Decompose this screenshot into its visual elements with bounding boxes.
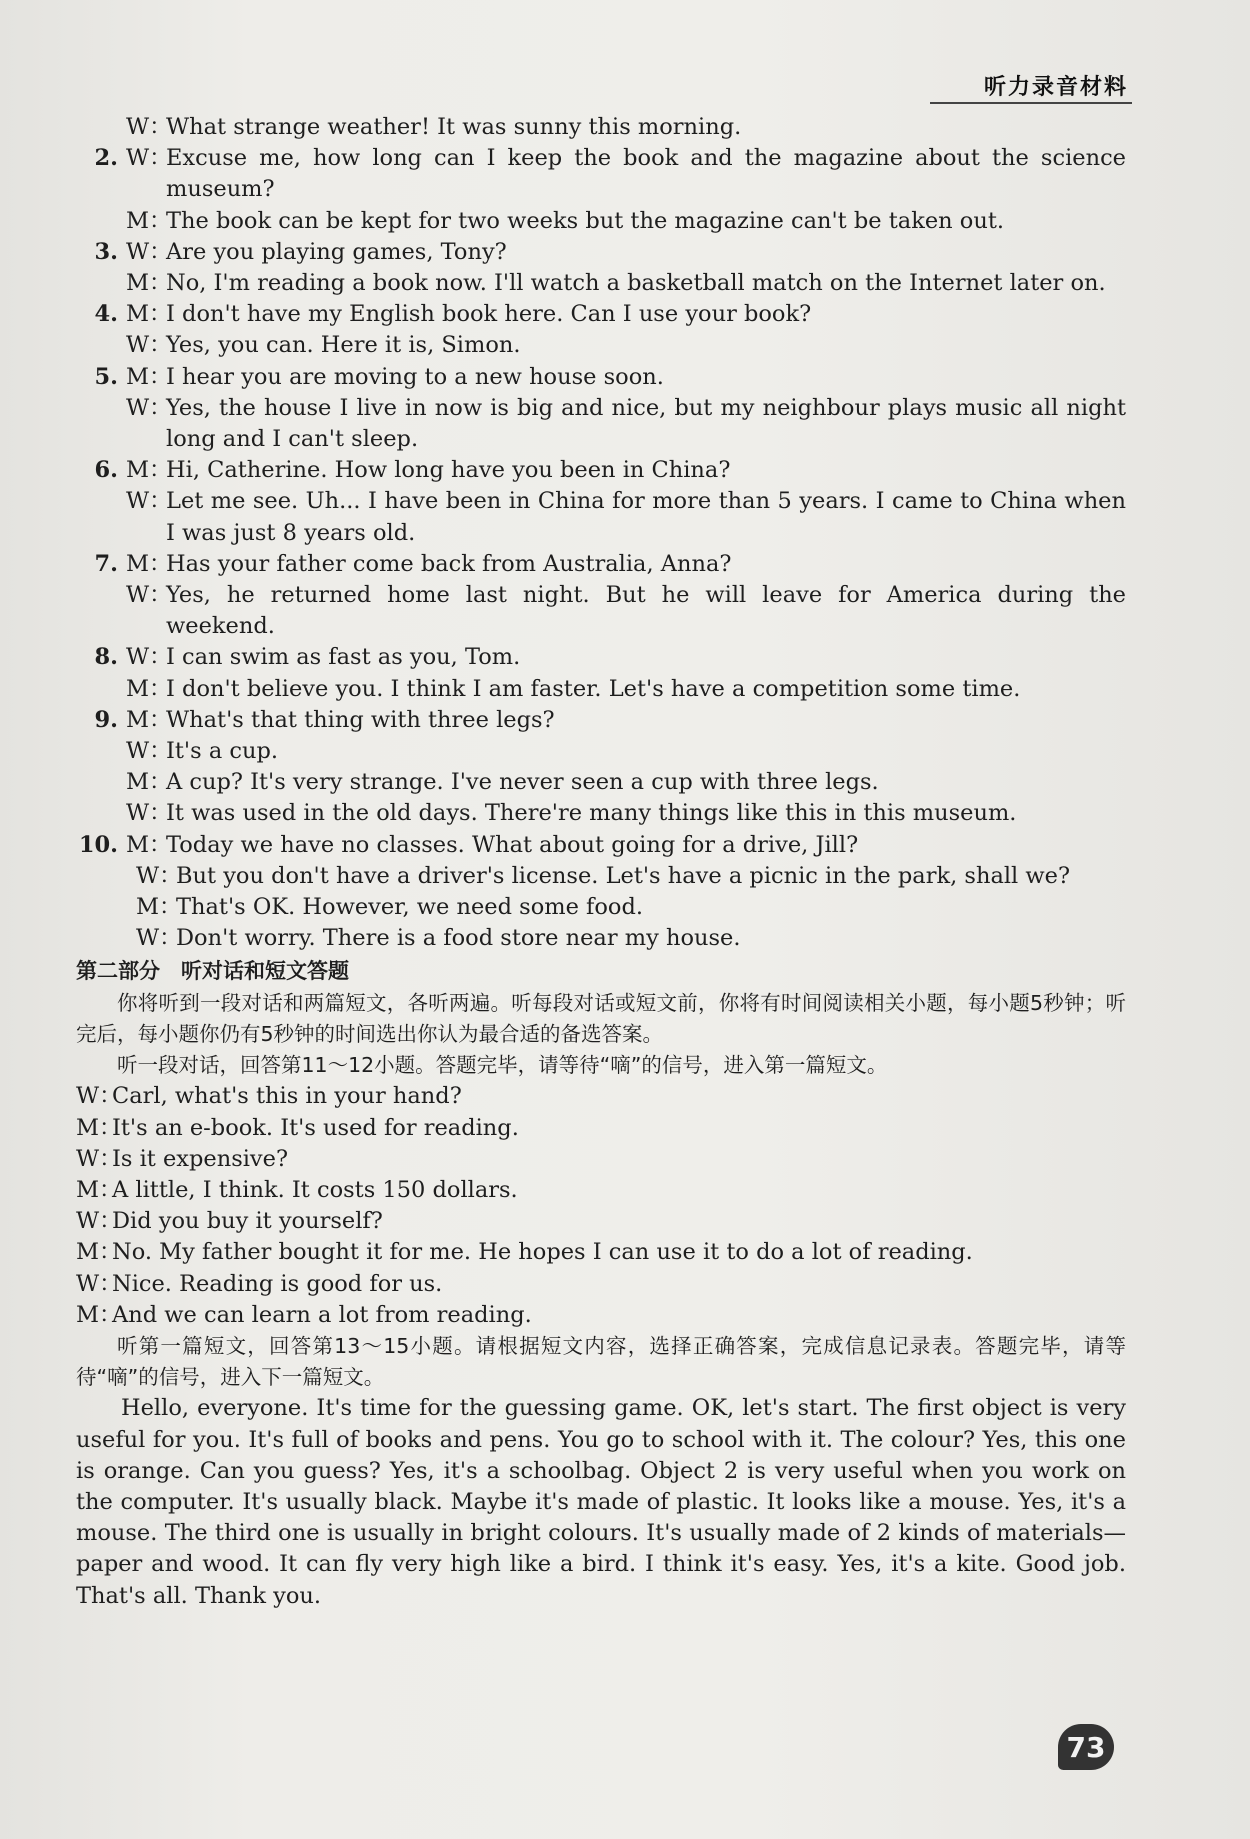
speaker-label: W： <box>136 862 182 889</box>
question-number: 4. <box>94 301 118 328</box>
dialogue-line <box>76 1300 1126 1331</box>
speaker-label: W： <box>126 800 172 827</box>
speaker-label: W： <box>76 1208 122 1235</box>
dialogue-line <box>76 830 1126 861</box>
dialogue-line <box>136 861 1126 892</box>
speaker-label: W： <box>126 332 172 359</box>
dialogue-line <box>76 549 1126 580</box>
dialogue-line <box>76 362 1126 393</box>
section-intro: 你将听到一段对话和两篇短文，各听两遍。听每段对话或短文前，你将有时间阅读相关小题，每小题5秒钟；听完后，每小题你仍有5秒钟的时间选出你认为最合适的备选答案。 <box>76 990 1126 1046</box>
dialogue-text: Nice. Reading is good for us. <box>112 1270 443 1297</box>
dialogue-line <box>76 1144 1126 1175</box>
question-number: 2. <box>94 145 118 172</box>
dialogue-text: Are you playing games, Tony? <box>166 238 507 265</box>
dialogue-text: Has your father come back from Australia, Anna? <box>166 550 732 577</box>
dialogue-line <box>126 767 1126 798</box>
speaker-label: W： <box>126 738 172 765</box>
question-number: 7. <box>94 550 118 577</box>
speaker-label: W： <box>126 238 172 265</box>
dialogue-line <box>76 1081 1126 1112</box>
speaker-label: M： <box>126 831 172 858</box>
section-heading: 第二部分 听对话和短文答题 <box>76 959 349 984</box>
dialogue-text: Let me see. Uh... I have been in China for more than 5 years. I came to China when I was just 8 years old. <box>166 488 1126 546</box>
speaker-label: W： <box>126 488 172 515</box>
speaker-label: M： <box>126 457 172 484</box>
speaker-label: M： <box>136 894 182 921</box>
speaker-label: M： <box>126 207 172 234</box>
dialogue-line <box>126 268 1126 299</box>
speaker-label: M： <box>126 550 172 577</box>
speaker-label: M： <box>76 1114 122 1141</box>
page-number-badge: 73 <box>1058 1724 1114 1770</box>
part1-dialogues <box>76 112 1126 954</box>
speaker-label: M： <box>126 769 172 796</box>
header-title: 听力录音材料 <box>983 75 1128 100</box>
question-number: 6. <box>94 457 118 484</box>
speaker-label: M： <box>76 1176 122 1203</box>
dialogue-text: No, I'm reading a book now. I'll watch a basketball match on the Internet later on. <box>166 270 1106 297</box>
speaker-label: M： <box>126 301 172 328</box>
dialogue-line <box>136 892 1126 923</box>
dialogue-line <box>126 580 1126 642</box>
dialogue-text: Yes, the house I live in now is big and nice, but my neighbour plays music all night long and I can't sleep. <box>166 394 1126 453</box>
dialogue-text: And we can learn a lot from reading. <box>112 1301 532 1328</box>
speaker-label: W： <box>126 145 172 172</box>
dialogue-text: Yes, he returned home last night. But he will leave for America during the weekend. <box>166 582 1126 640</box>
dialogue-line <box>76 705 1126 736</box>
content <box>76 112 1126 1612</box>
dialogue-text: The book can be kept for two weeks but the magazine can't be taken out. <box>166 207 1005 234</box>
speaker-label: W： <box>136 925 182 952</box>
dialogue-line <box>126 206 1126 237</box>
speaker-label: M： <box>126 706 172 733</box>
dialogue-line <box>76 1175 1126 1206</box>
speaker-label: M： <box>126 363 172 390</box>
dialogue-line <box>76 455 1126 486</box>
dialogue-text: No. My father bought it for me. He hopes I can use it to do a lot of reading. <box>112 1239 973 1266</box>
dialogue-line <box>126 798 1126 829</box>
dialogue-text: But you don't have a driver's license. Let's have a picnic in the park, shall we? <box>176 862 1071 889</box>
dialogue-line <box>76 299 1126 330</box>
dialogue-line <box>126 393 1126 455</box>
question-number: 10. <box>78 831 118 858</box>
dialogue-line <box>76 1269 1126 1300</box>
dialogue-text: Excuse me, how long can I keep the book and the magazine about the science museum? <box>166 145 1126 203</box>
passage1-intro: 听第一篇短文，回答第13～15小题。请根据短文内容，选择正确答案，完成信息记录表。答题完毕，请等待“嘀”的信号，进入下一篇短文。 <box>76 1333 1126 1390</box>
question-number: 9. <box>94 706 118 733</box>
dialogue-line <box>126 112 1126 143</box>
dialogue-text: What strange weather! It was sunny this morning. <box>166 114 742 140</box>
speaker-label: M： <box>126 675 172 702</box>
dialogue-text: Carl, what's this in your hand? <box>112 1083 462 1110</box>
question-number: 8. <box>94 644 118 671</box>
dialogue-text: I don't believe you. I think I am faster. Let's have a competition some time. <box>166 675 1021 702</box>
dialogue-intro: 听一段对话，回答第11～12小题。答题完毕，请等待“嘀”的信号，进入第一篇短文。 <box>117 1053 888 1078</box>
speaker-label: M： <box>126 270 172 297</box>
dialogue-text: I don't have my English book here. Can I use your book? <box>166 301 812 328</box>
dialogue-line <box>76 143 1126 205</box>
dialogue-text: I can swim as fast as you, Tom. <box>166 644 521 671</box>
dialogue-line <box>126 330 1126 361</box>
dialogue-text: I hear you are moving to a new house soon. <box>166 363 664 390</box>
dialogue-text: Don't worry. There is a food store near my house. <box>176 925 741 952</box>
speaker-label: M： <box>76 1239 122 1266</box>
header-rule <box>930 102 1132 104</box>
speaker-label: W： <box>126 394 172 421</box>
dialogue-text: Yes, you can. Here it is, Simon. <box>166 332 521 359</box>
dialogue-line <box>76 1113 1126 1144</box>
dialogue-text: What's that thing with three legs? <box>166 706 555 733</box>
speaker-label: W： <box>126 644 172 671</box>
dialogue-text: Hi, Catherine. How long have you been in China? <box>166 457 731 484</box>
dialogue-line <box>76 237 1126 268</box>
dialogue-line <box>76 642 1126 673</box>
speaker-label: W： <box>126 114 172 140</box>
dialogue-line <box>126 674 1126 705</box>
dialogue-line <box>76 1237 1126 1268</box>
dialogue-text: It's a cup. <box>166 738 279 765</box>
dialogue-text: Is it expensive? <box>112 1145 289 1172</box>
passage1-text: Hello, everyone. It's time for the guessing game. OK, let's start. The first object is very useful for you. It's full of books and pens. You go to school with it. The colour? Yes, this one is orange. Can you guess? Yes, it's a schoolbag. Object 2 is very useful when you work on the computer. It's usually black. Maybe it's made of plastic. It looks like a mouse. Yes, it's a mouse. The third one is usually in bright colours. It's usually made of 2 kinds of materials—paper and wood. It can fly very high like a bird. I think it's easy. Yes, it's a kite. Good job. That's all. Thank you. <box>76 1395 1126 1609</box>
dialogue-text: A cup? It's very strange. I've never seen a cup with three legs. <box>166 769 879 796</box>
dialogue-line <box>126 486 1126 548</box>
dialogue-line <box>136 923 1126 954</box>
speaker-label: W： <box>126 582 172 609</box>
speaker-label: W： <box>76 1145 122 1172</box>
dialogue-line <box>126 736 1126 767</box>
speaker-label: W： <box>76 1270 122 1297</box>
dialogue-line <box>76 1206 1126 1237</box>
dialogue-text: That's OK. However, we need some food. <box>176 894 644 921</box>
dialogue-text: A little, I think. It costs 150 dollars. <box>112 1176 518 1203</box>
dialogue-text: It's an e-book. It's used for reading. <box>112 1114 519 1141</box>
dialogue-text: Today we have no classes. What about going for a drive, Jill? <box>166 831 859 858</box>
question-number: 3. <box>94 238 118 265</box>
part2-dialogue <box>76 1081 1126 1331</box>
speaker-label: M： <box>76 1301 122 1328</box>
question-number: 5. <box>94 363 118 390</box>
dialogue-text: Did you buy it yourself? <box>112 1208 383 1235</box>
speaker-label: W： <box>76 1083 122 1110</box>
dialogue-text: It was used in the old days. There're many things like this in this museum. <box>166 800 1017 827</box>
